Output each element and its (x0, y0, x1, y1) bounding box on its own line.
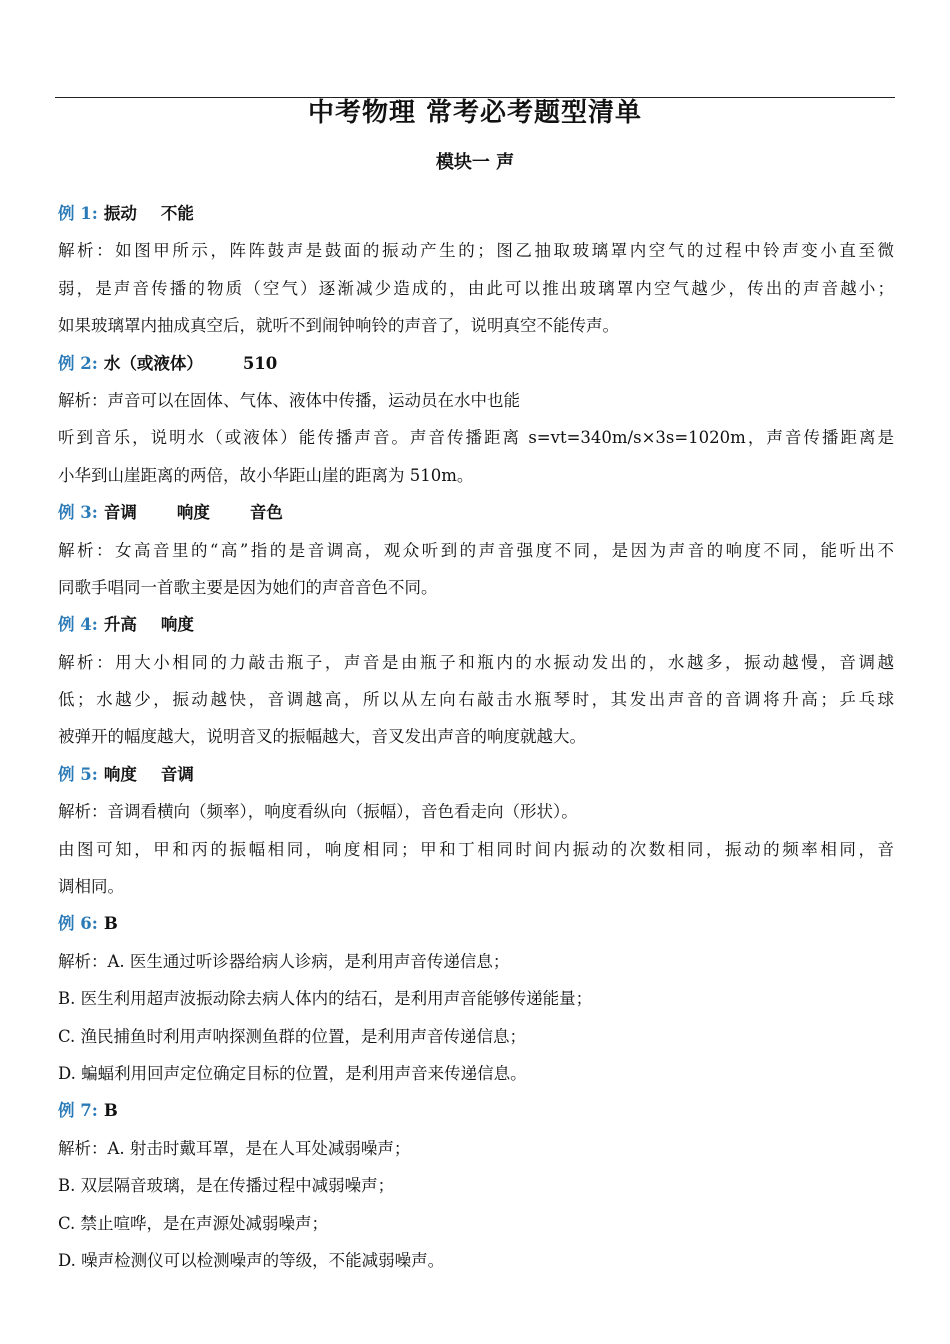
answer: 510 (242, 353, 278, 373)
explanation-line: B. 双层隔音玻璃，是在传播过程中减弱噪声； (58, 1176, 395, 1196)
explanation-line: 听到音乐，说明水（或液体）能传播声音。声音传播距离 s=vt=340m/s×3s=1020m，声音传播距离是 (58, 428, 894, 448)
explanation-line: 小华到山崖距离的两倍，故小华距山崖的距离为 510m。 (58, 465, 474, 485)
explanation-line: D. 蝙蝠利用回声定位确定目标的位置，是利用声音来传递信息。 (58, 1063, 527, 1083)
explanation-line: 解析：A. 医生通过听诊器给病人诊病，是利用声音传递信息； (58, 951, 510, 971)
explanation-line: 解析：声音可以在固体、气体、液体中传播，运动员在水中也能 (58, 390, 520, 410)
explanation-line: 解析：用大小相同的力敲击瓶子，声音是由瓶子和瓶内的水振动发出的，水越多，振动越慢，音调越 (58, 652, 894, 672)
example-answer-line (58, 1092, 894, 1129)
explanation-line: 由图可知，甲和丙的振幅相同，响度相同；甲和丁相同时间内振动的次数相同，振动的频率相同，音 (58, 839, 894, 859)
answer: 升高 (103, 615, 137, 635)
explanation-line: B. 医生利用超声波振动除去病人体内的结石，是利用声音能够传递能量； (58, 989, 593, 1009)
answer: 水（或液体） (103, 353, 203, 373)
module-heading: 模块一 声 (435, 152, 515, 173)
answer: 不能 (160, 204, 194, 223)
example-answer-line (58, 195, 894, 232)
answer: 音色 (249, 503, 283, 523)
example-label: 例 7: (58, 1101, 98, 1121)
example-answer-line (58, 606, 894, 643)
answer: 响度 (103, 764, 137, 784)
explanation-line: 被弹开的幅度越大，说明音叉的振幅越大，音叉发出声音的响度就越大。 (58, 727, 586, 747)
explanation-line: 解析：女高音里的“高”指的是音调高，观众听到的声音强度不同，是因为声音的响度不同，能听出不 (58, 540, 894, 560)
explanation-line: C. 渔民捕鱼时利用声呐探测鱼群的位置，是利用声音传递信息； (58, 1026, 527, 1046)
answer: B (103, 914, 118, 934)
answer: 音调 (103, 503, 137, 523)
answer: B (103, 1101, 118, 1121)
explanation-line: 如果玻璃罩内抽成真空后，就听不到闹钟响铃的声音了，说明真空不能传声。 (58, 316, 619, 336)
example-answer-line (58, 756, 894, 793)
explanation-line: 调相同。 (58, 877, 124, 897)
explanation-line: 解析：如图甲所示，阵阵鼓声是鼓面的振动产生的；图乙抽取玻璃罩内空气的过程中铃声变小直至微 (58, 241, 894, 261)
example-answer-line (58, 494, 894, 531)
explanation-line: 解析：A. 射击时戴耳罩，是在人耳处减弱噪声； (58, 1138, 411, 1158)
answer: 响度 (176, 503, 210, 523)
explanation-line: 解析：音调看横向（频率），响度看纵向（振幅），音色看走向（形状）。 (58, 802, 578, 822)
explanation-line: 低；水越少，振动越快，音调越高，所以从左向右敲击水瓶琴时，其发出声音的音调将升高；乒乓球 (58, 690, 894, 710)
example-label: 例 2: (58, 353, 98, 373)
example-label: 例 4: (58, 615, 98, 635)
example-label: 例 1: (58, 204, 98, 223)
example-label: 例 3: (58, 503, 98, 523)
answer-list (58, 195, 894, 1279)
example-answer-line (58, 345, 894, 382)
explanation-line: C. 禁止喧哗，是在声源处减弱噪声； (58, 1213, 329, 1233)
example-label: 例 6: (58, 914, 98, 934)
page-title: 中考物理 常考必考题型清单 (307, 98, 643, 128)
example-answer-line (58, 905, 894, 942)
explanation-line: D. 噪声检测仪可以检测噪声的等级，不能减弱噪声。 (58, 1250, 445, 1270)
explanation-line: 同歌手唱同一首歌主要是因为她们的声音音色不同。 (58, 577, 438, 597)
answer: 振动 (103, 204, 137, 223)
explanation-line: 弱，是声音传播的物质（空气）逐渐减少造成的，由此可以推出玻璃罩内空气越少，传出的声音越小； (58, 278, 894, 298)
answer: 响度 (160, 615, 194, 635)
answer: 音调 (160, 764, 194, 784)
example-label: 例 5: (58, 764, 98, 784)
